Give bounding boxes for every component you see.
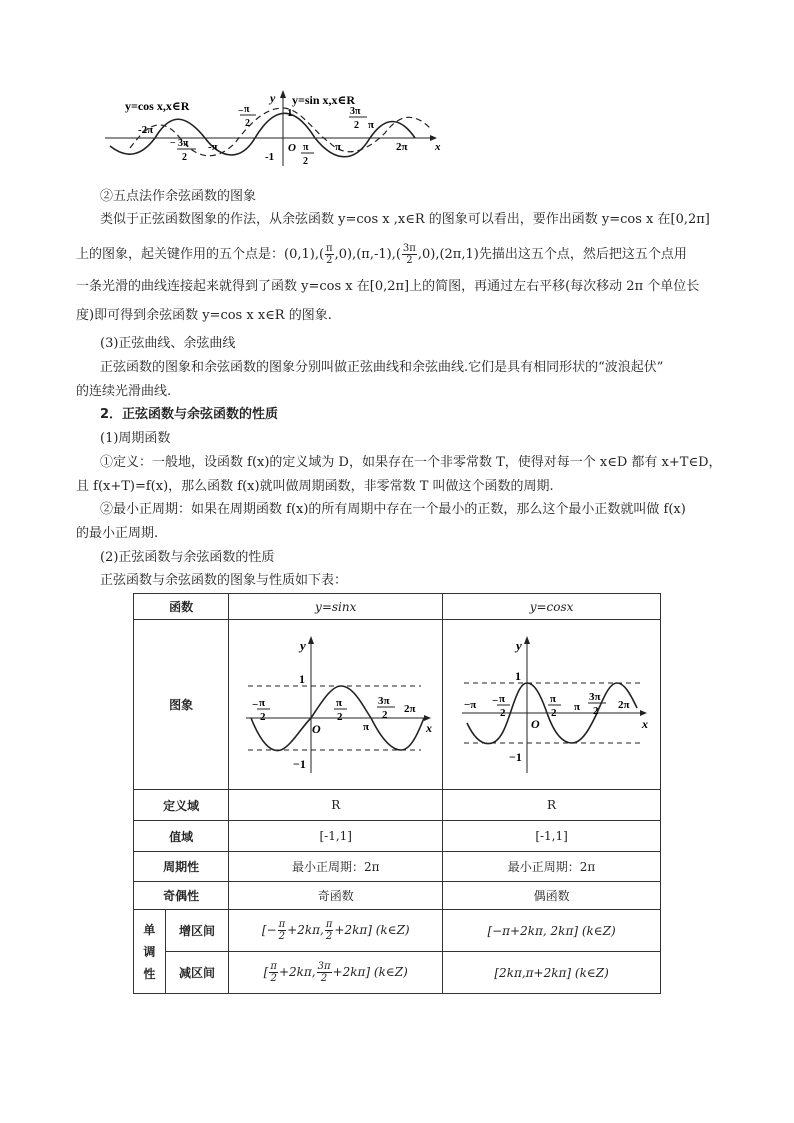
frac-num: 3π — [402, 243, 416, 254]
curves-p1: 正弦函数的图象和余弦函数的图象分别叫做正弦曲线和余弦曲线.它们是具有相同形状的“波浪起伏” — [100, 360, 664, 375]
table-intro: 正弦函数与余弦函数的图象与性质如下表： — [100, 573, 348, 588]
pi-label: π — [573, 701, 580, 713]
parity-sin: 奇函数 — [229, 882, 443, 910]
frac-num: π — [325, 919, 333, 930]
neg-half-pi-label: − — [238, 106, 244, 117]
frac — [269, 961, 278, 984]
pi-label: π — [362, 721, 369, 733]
period-cos: 最小正周期：2π — [443, 852, 661, 882]
neg-2pi-label: -2π — [138, 124, 154, 136]
header-func: 函数 — [134, 594, 229, 620]
table-row — [134, 594, 661, 620]
props-sub-heading: (2)正弦函数与余弦函数的性质 — [100, 550, 275, 565]
frac — [317, 961, 332, 984]
dec-sin-b: +2kπ, — [278, 965, 316, 979]
frac-den: 2 — [270, 973, 277, 984]
x-axis-label: x — [435, 141, 441, 153]
row-parity-label: 奇偶性 — [134, 882, 229, 910]
properties-table — [133, 593, 661, 994]
min-period-1: ②最小正周期：如果在周期函数 f(x)的所有周期中存在一个最小的正数，那么这个最小正数就叫做 f(x) — [100, 502, 686, 517]
min-period-2: 的最小正周期. — [76, 526, 159, 541]
two-pi-label: 2π — [403, 703, 416, 715]
half-pi-num: π — [335, 697, 342, 709]
row-mono-label — [134, 910, 166, 994]
five-point-p1: 类似于正弦函数图象的作法，从余弦函数 y=cos x ,x∈R 的图象可以看出，要作出函数 y=cos x 在[0,2π] — [100, 212, 710, 227]
neg-three-half-pi-num: 3π — [178, 138, 189, 149]
table-row — [134, 790, 661, 821]
table-row — [134, 952, 661, 994]
three-half-pi-num: 3π — [377, 695, 390, 707]
curves-p2: 的连续光滑曲线. — [76, 384, 172, 399]
five-point-heading: ②五点法作余弦函数的图象 — [100, 189, 257, 204]
neg-one-label: −1 — [292, 757, 306, 771]
neg-half-pi-minus: − — [491, 695, 498, 707]
three-half-pi-num: 3π — [350, 106, 361, 117]
cos-graph — [452, 628, 652, 778]
inc-sin-a: [− — [261, 923, 277, 937]
origin-label: O — [311, 722, 321, 736]
periodic-heading: (1)周期函数 — [100, 431, 171, 446]
header-sin: y=sinx — [229, 594, 443, 620]
neg-half-pi-den: 2 — [245, 118, 250, 129]
parity-cos: 偶函数 — [443, 882, 661, 910]
two-pi-label: 2π — [617, 699, 630, 711]
dec-cos: [2kπ,π+2kπ] (k∈Z) — [443, 952, 661, 994]
table-row — [134, 910, 661, 952]
three-half-pi-trailing: π — [368, 119, 375, 131]
half-pi-num: π — [303, 142, 309, 153]
five-point-p4: 度)即可得到余弦函数 y=cos x x∈R 的图象. — [76, 308, 332, 323]
header-cos: y=cosx — [443, 594, 661, 620]
neg-pi-label: -π — [208, 141, 218, 153]
x-label: x — [641, 717, 648, 731]
pi-label: π — [335, 141, 342, 153]
half-pi-num: π — [549, 693, 556, 705]
domain-cos: R — [443, 790, 661, 821]
neg-half-pi-minus: − — [251, 699, 258, 711]
table-row — [134, 821, 661, 852]
table-row — [134, 852, 661, 882]
one-label: 1 — [514, 669, 521, 683]
neg-pi-label: −π — [463, 699, 476, 711]
inc-sin-c: +2kπ] (k∈Z) — [334, 923, 410, 937]
frac-den: 2 — [320, 973, 328, 984]
row-graph-label: 图象 — [134, 620, 229, 790]
frac-den: 2 — [406, 255, 413, 266]
neg-three-half-pi-den: 2 — [182, 152, 187, 163]
one-label: 1 — [298, 672, 305, 686]
three-half-pi-den: 2 — [592, 705, 599, 717]
range-cos: [-1,1] — [443, 821, 661, 852]
dec-sin-c: +2kπ] (k∈Z) — [332, 965, 408, 979]
cos-label: y=cos x,x∈R — [125, 99, 190, 113]
frac-num: π — [270, 961, 277, 972]
frac-den: 2 — [326, 255, 333, 266]
row-dec-label: 减区间 — [165, 952, 228, 994]
periodic-def-1: ①定义：一般地，设函数 f(x)的定义域为 D，如果存在一个非零常数 T，使得对每一个 x∈D 都有 x+T∈D， — [100, 455, 722, 470]
p2-part-c: ,0),(2π,1)先描出这五个点，然后把这五个点用 — [417, 247, 687, 262]
dec-sin — [229, 952, 443, 994]
half-pi-den: 2 — [550, 707, 557, 719]
curves-heading: (3)正弦曲线、余弦曲线 — [100, 336, 236, 351]
y-axis-label: y — [270, 91, 276, 105]
props-heading: 2．正弦函数与余弦函数的性质 — [100, 407, 279, 422]
x-label: x — [425, 721, 432, 735]
frac-num: π — [278, 919, 286, 930]
frac-den: 2 — [325, 931, 333, 942]
row-inc-label: 增区间 — [165, 910, 228, 952]
inc-cos: [−π+2kπ, 2kπ] (k∈Z) — [443, 910, 661, 952]
frac-3pi-2 — [402, 243, 417, 266]
three-half-pi-den: 2 — [354, 120, 359, 131]
dec-sin-a: [ — [263, 965, 269, 979]
range-sin: [-1,1] — [229, 821, 443, 852]
cos-graph-cell — [443, 620, 661, 790]
one-label: 1 — [287, 107, 293, 119]
frac-num: π — [326, 243, 333, 254]
neg-half-pi-num: π — [498, 693, 505, 705]
frac — [278, 919, 287, 942]
sin-cos-graph — [100, 88, 445, 170]
half-pi-den: 2 — [336, 711, 343, 723]
neg-half-pi-den: 2 — [259, 711, 266, 723]
frac-pi-2 — [325, 243, 334, 266]
periodic-def-2: 且 f(x+T)=f(x)，那么函数 f(x)就叫做周期函数，非零常数 T 叫做这个函数的周期. — [76, 479, 554, 494]
five-point-p3: 一条光滑的曲线连接起来就得到了函数 y=cos x 在[0,2π]上的简图，再通过左右平移(每次移动 2π 个单位长 — [76, 279, 700, 294]
y-label: y — [299, 638, 306, 653]
period-sin: 最小正周期：2π — [229, 852, 443, 882]
p2-part-b: ,0),(π,-1),( — [334, 247, 401, 262]
mono-label: 单调性 — [143, 922, 156, 981]
frac-num: 3π — [317, 961, 331, 972]
sin-graph-cell — [229, 620, 443, 790]
inc-sin — [229, 910, 443, 952]
table-row — [134, 620, 661, 790]
sin-label: y=sin x,x∈R — [292, 93, 356, 107]
table-row — [134, 882, 661, 910]
row-range-label: 值域 — [134, 821, 229, 852]
origin-label: O — [288, 142, 296, 154]
origin-label: O — [530, 717, 540, 731]
row-domain-label: 定义域 — [134, 790, 229, 821]
five-point-p2 — [76, 243, 687, 266]
row-period-label: 周期性 — [134, 852, 229, 882]
sin-graph — [236, 628, 436, 778]
two-pi-label: 2π — [396, 141, 408, 153]
three-half-pi-num: 3π — [588, 691, 601, 703]
neg-one-label: -1 — [265, 151, 275, 163]
neg-one-label: −1 — [508, 750, 522, 764]
frac-den: 2 — [278, 931, 286, 942]
half-pi-den: 2 — [303, 156, 308, 167]
three-half-pi-den: 2 — [381, 709, 388, 721]
neg-half-pi-num: π — [244, 104, 250, 115]
inc-sin-b: +2kπ, — [287, 923, 324, 937]
frac — [325, 919, 334, 942]
p2-part-a: 上的图象，起关键作用的五个点是：(0,1),( — [76, 247, 325, 262]
neg-half-pi-den: 2 — [499, 707, 506, 719]
neg-three-half-pi-minus: − — [170, 138, 176, 149]
domain-sin: R — [229, 790, 443, 821]
neg-half-pi-num: π — [258, 697, 265, 709]
y-label: y — [515, 638, 522, 653]
